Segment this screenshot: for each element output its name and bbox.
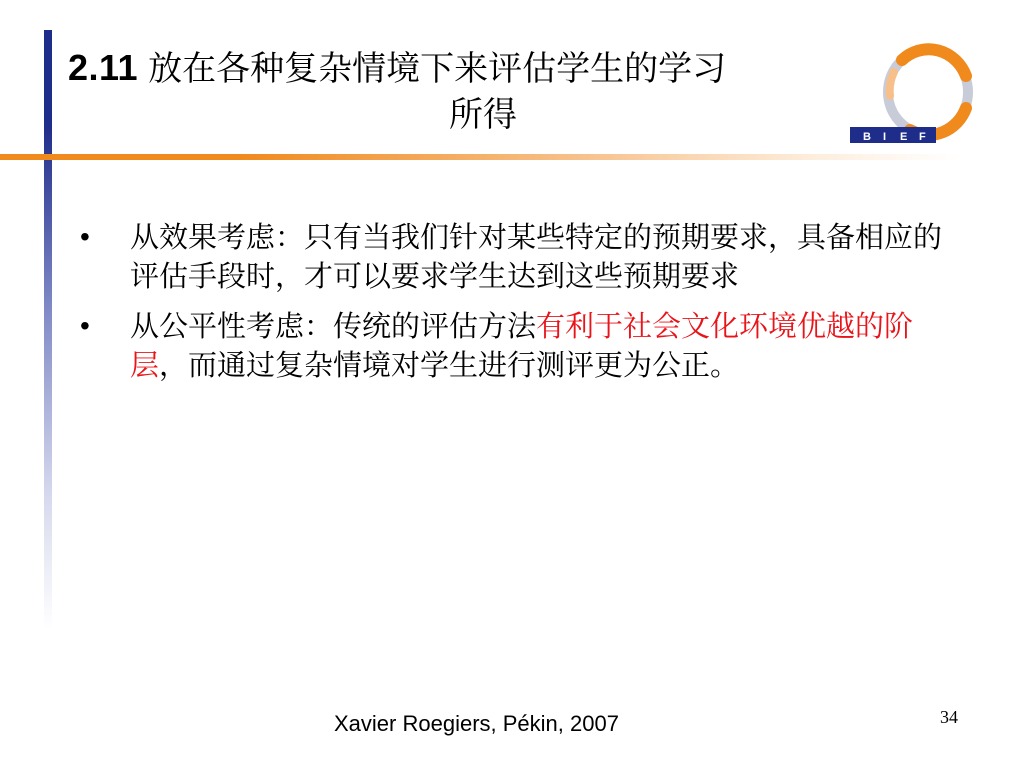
slide-title [68,44,868,138]
bullet-marker: • [80,310,90,342]
logo-ring-orange-top [902,49,966,76]
bief-logo [840,36,980,148]
logo-letter-f: F [919,131,926,143]
bullet-highlight-text: 有利于社会文化环境优越的阶层 [130,309,914,382]
bullet-item [78,218,958,295]
left-accent-bar [44,30,52,630]
logo-letter-e: E [900,131,908,143]
title-text: 放在各种复杂情境下来评估学生的学习 [148,49,727,89]
bullet-text: 从效果考虑：只有当我们针对某些特定的预期要求，具备相应的评估手段时，才可以要求学生达到这些预期要求 [130,220,943,293]
logo-letter-b: B [863,131,871,143]
bullet-item [78,307,958,384]
bullet-text: 从公平性考虑：传统的评估方法 [130,309,537,344]
footer-text: Xavier Roegiers, Pékin, 2007 [334,711,619,736]
bullet-marker: • [80,221,90,252]
title-number: 2.11 [68,47,139,88]
bullet-list [78,218,958,396]
logo-letter-i: I [883,131,887,143]
title-text-line2: 所得 [449,94,517,135]
title-underline-rule [0,154,960,160]
bullet-text-continued: ，而通过复杂情境对学生进行测评更为公正。 [159,347,740,382]
logo-ring-orange-left [890,72,894,96]
page-number: 34 [940,707,958,727]
